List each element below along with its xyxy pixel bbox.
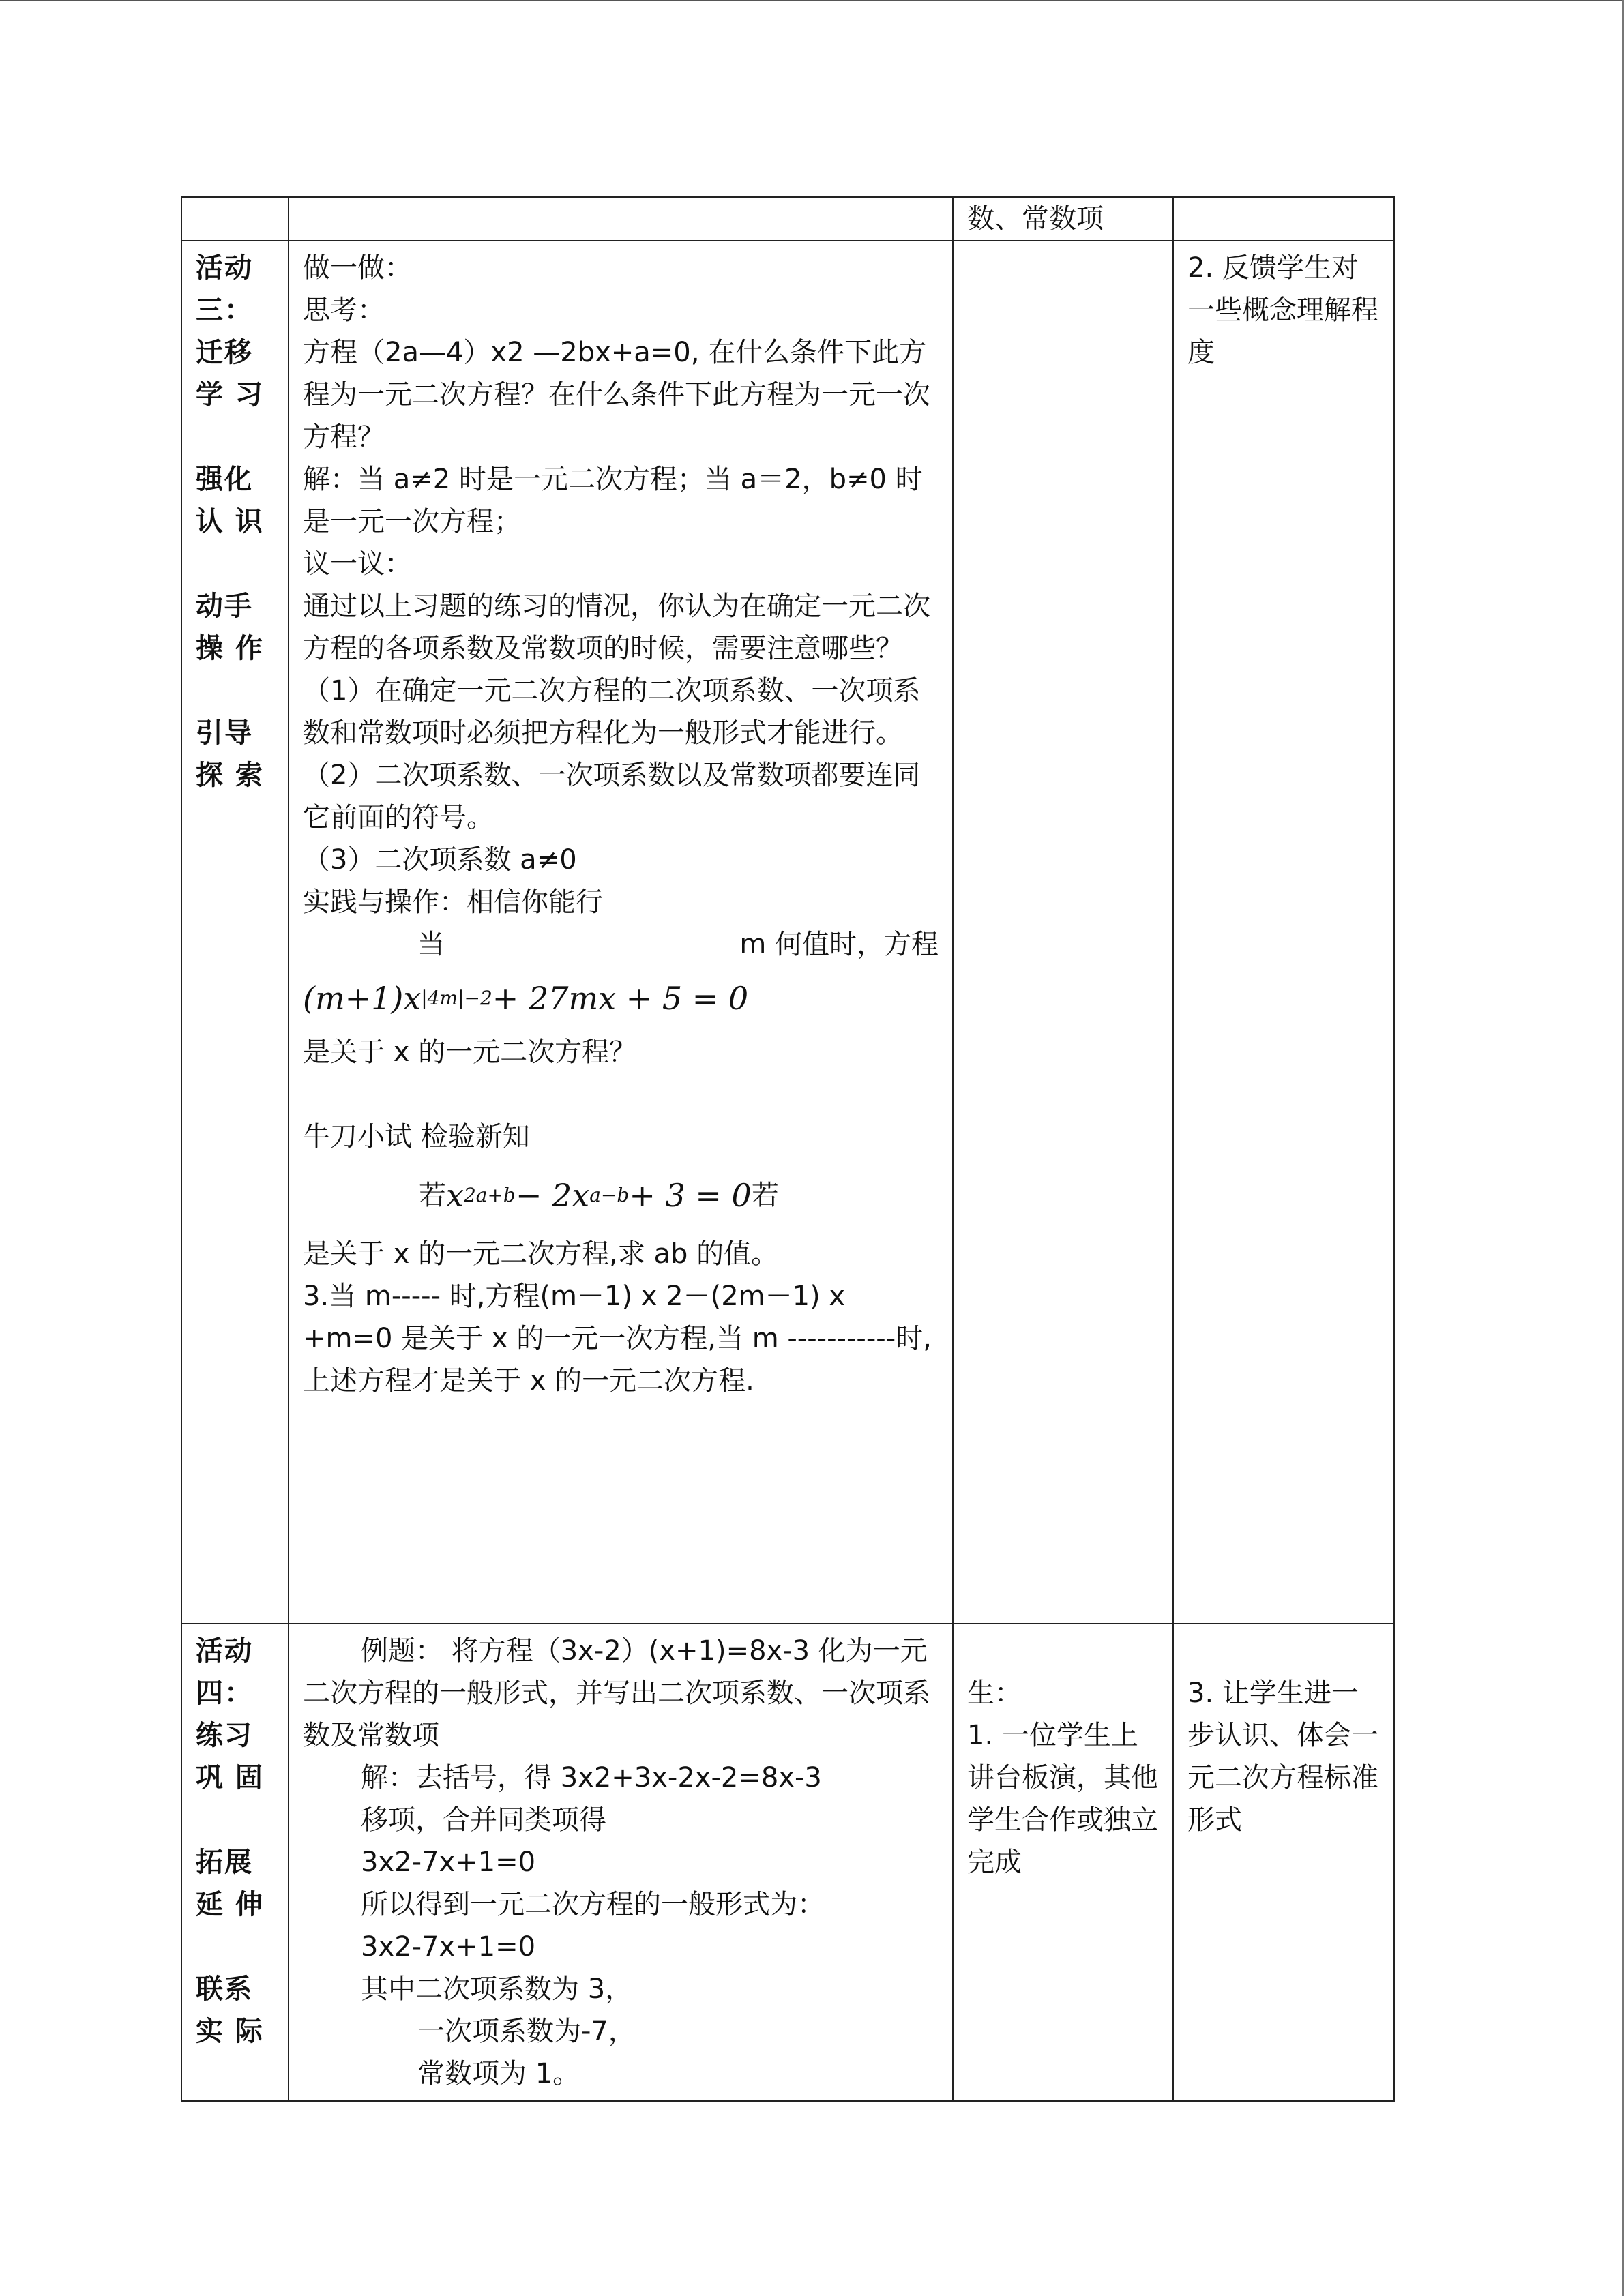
activity-3-label <box>181 241 289 1624</box>
think-heading: 思考： <box>303 295 385 326</box>
eq2-term-c: + 3 = 0 <box>629 1177 752 1214</box>
activity-3-purpose: 2. 反馈学生对一些概念理解程度 <box>1173 241 1394 1624</box>
label-line: 四： <box>196 1678 253 1709</box>
discuss-heading: 议一议： <box>303 548 412 580</box>
eq1-rest: + 27mx + 5 = 0 <box>492 980 749 1017</box>
do-it-heading: 做一做： <box>303 252 412 284</box>
table-row-activity-4 <box>181 1624 1394 2101</box>
eq2-term-a: x <box>446 1177 464 1214</box>
label-line: 联系 <box>196 1973 253 2005</box>
label-line: 探 索 <box>196 760 264 791</box>
label-line: 巩 固 <box>196 1762 264 1793</box>
equation-1-question: 是关于 x 的一元二次方程？ <box>303 1037 637 1068</box>
quick-test-heading: 牛刀小试 检验新知 <box>303 1121 530 1152</box>
eq2-suffix: 若 <box>751 1180 779 1211</box>
practice-m-value: m 何值时，方程 <box>739 929 939 960</box>
label-line: 强化 <box>196 464 253 495</box>
label-line: 练习 <box>196 1720 253 1751</box>
label-line: 动手 <box>196 591 253 622</box>
example-equation-1: 3x2-7x+1=0 <box>361 1847 536 1878</box>
think-answer: 解：当 a≠2 时是一元二次方程；当 a＝2，b≠0 时是一元一次方程； <box>303 464 923 537</box>
example-step-2: 移项，合并同类项得 <box>361 1804 606 1836</box>
eq2-exponent-b: a−b <box>589 1184 630 1206</box>
discuss-point-2: （2）二次项系数、一次项系数以及常数项都要连同它前面的符号。 <box>303 760 921 833</box>
table-row-activity-3 <box>181 241 1394 1624</box>
label-line: 延 伸 <box>196 1889 264 1920</box>
activity-4-content <box>289 1624 953 2101</box>
think-question: 方程（2a—4）x2 —2bx+a=0, 在什么条件下此方程为一元二次方程？在什么条件下此方程为一元一次方程？ <box>303 337 930 453</box>
equation-2-question: 是关于 x 的一元二次方程,求 ab 的值。 <box>303 1238 779 1270</box>
activity-3-content <box>289 241 953 1624</box>
example-constant: 常数项为 1。 <box>417 2058 580 2089</box>
eq1-exponent: |4m|−2 <box>421 987 492 1009</box>
discuss-question: 通过以上习题的练习的情况，你认为在确定一元二次方程的各项系数及常数项的时候，需要注意哪些？ <box>303 591 930 664</box>
practice-when: 当 <box>417 929 445 960</box>
table-row-continuation <box>181 197 1394 241</box>
example-equation-2: 3x2-7x+1=0 <box>361 1931 536 1963</box>
cell-empty <box>181 197 289 241</box>
eq1-main: (m+1)x <box>303 980 422 1017</box>
discuss-point-1: （1）在确定一元二次方程的二次项系数、一次项系数和常数项时必须把方程化为一般形式才能进行。 <box>303 675 921 749</box>
student-heading: 生： <box>967 1678 1022 1709</box>
activity-4-label <box>181 1624 289 2101</box>
example-coefficient-a: 其中二次项系数为 3， <box>361 1973 633 2005</box>
exercise-3: 3.当 m----- 时,方程(m－1) x 2－(2m－1) x +m=0 是关于 x 的一元一次方程,当 m -----------时,上述方程才是关于 x 的一元二次方程. <box>303 1281 932 1397</box>
student-task: 1. 一位学生上讲台板演，其他学生合作或独立完成 <box>967 1720 1158 1878</box>
eq2-exponent-a: 2a+b <box>463 1184 516 1206</box>
equation-2 <box>303 1158 939 1233</box>
cell-empty <box>1173 197 1394 241</box>
eq2-term-b: − 2x <box>515 1177 590 1214</box>
discuss-point-3: （3）二次项系数 a≠0 <box>303 844 577 876</box>
label-line: 操 作 <box>196 633 264 664</box>
example-question: 例题： 将方程（3x-2）(x+1)=8x-3 化为一元二次方程的一般形式，并写出二次项系数、一次项系数及常数项 <box>303 1635 930 1751</box>
eq2-prefix: 若 <box>419 1180 446 1211</box>
cell-coefficient-tail: 数、常数项 <box>953 197 1173 241</box>
activity-4-student-activity <box>953 1624 1173 2101</box>
purpose-text: 3. 让学生进一步认识、体会一元二次方程标准形式 <box>1187 1678 1378 1836</box>
label-line: 实 际 <box>196 2016 264 2047</box>
label-line: 引导 <box>196 717 253 749</box>
label-line: 认 识 <box>196 506 264 537</box>
label-line: 三： <box>196 295 253 326</box>
cell-empty <box>953 241 1173 1624</box>
equation-1 <box>303 966 939 1031</box>
label-line: 学 习 <box>196 379 264 411</box>
label-line: 活动 <box>196 252 253 284</box>
cell-empty <box>289 197 953 241</box>
page-top-border <box>0 0 1624 1</box>
example-step-1: 解：去括号，得 3x2+3x-2x-2=8x-3 <box>361 1762 822 1793</box>
label-line: 迁移 <box>196 337 253 368</box>
activity-4-purpose <box>1173 1624 1394 2101</box>
practice-question-line <box>303 923 939 966</box>
lesson-plan-table <box>181 196 1395 2102</box>
label-line: 拓展 <box>196 1847 253 1878</box>
label-line: 活动 <box>196 1635 253 1667</box>
example-step-3: 所以得到一元二次方程的一般形式为： <box>361 1889 825 1920</box>
example-coefficient-b: 一次项系数为-7， <box>417 2016 636 2047</box>
practice-heading: 实践与操作：相信你能行 <box>303 886 603 918</box>
